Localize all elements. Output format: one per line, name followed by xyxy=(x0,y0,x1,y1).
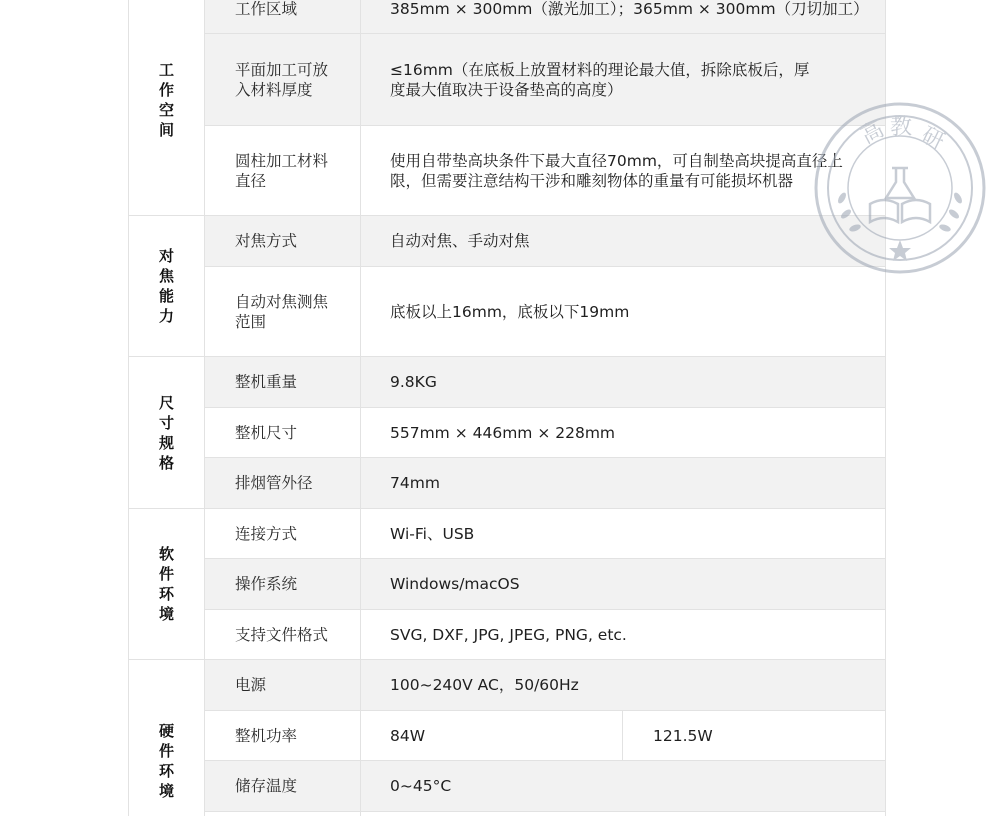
table-row xyxy=(129,711,886,761)
spec-label: 支持文件格式 xyxy=(205,610,361,660)
spec-label: 圆柱加工材料直径 xyxy=(205,126,361,216)
spec-value: 底板以上16mm，底板以下19mm xyxy=(361,267,886,357)
spec-value: Windows/macOS xyxy=(361,559,886,610)
spec-value: Wi-Fi、USB xyxy=(361,509,886,559)
table-row xyxy=(129,660,886,711)
svg-text:教: 教 xyxy=(890,115,913,140)
table-row xyxy=(129,812,886,816)
spec-table xyxy=(128,0,889,816)
svg-text:研: 研 xyxy=(917,122,949,156)
table-row xyxy=(129,559,886,610)
category-cell: 软件环境 xyxy=(129,509,205,660)
spec-value: 100~240V AC，50/60Hz xyxy=(361,660,886,711)
table-row xyxy=(129,34,886,126)
spec-label: 整机尺寸 xyxy=(205,408,361,458)
table-row xyxy=(129,408,886,458)
spec-value: 84W xyxy=(361,711,623,761)
spec-value: 0~45°C xyxy=(361,761,886,812)
spec-value: 自动对焦、手动对焦 xyxy=(361,216,886,267)
spec-value: ≤16mm（在底板上放置材料的理论最大值，拆除底板后，厚度最大值取决于设备垫高的高度） xyxy=(361,34,886,126)
table-row xyxy=(129,458,886,509)
spec-value-alt: 121.5W xyxy=(623,711,886,761)
spec-value: 9.8KG xyxy=(361,357,886,408)
spec-value: 使用自带垫高块条件下最大直径70mm，可自制垫高块提高直径上限，但需要注意结构干涉和雕刻物体的重量有可能损坏机器 xyxy=(361,126,886,216)
category-cell: 对焦能力 xyxy=(129,216,205,357)
table-row xyxy=(129,509,886,559)
spec-value: SVG, DXF, JPG, JPEG, PNG, etc. xyxy=(361,610,886,660)
spec-label xyxy=(205,812,361,816)
spec-label: 排烟管外径 xyxy=(205,458,361,509)
category-cell: 硬件环境 xyxy=(129,660,205,816)
table-row xyxy=(129,610,886,660)
spec-label: 储存温度 xyxy=(205,761,361,812)
spec-label: 连接方式 xyxy=(205,509,361,559)
table-row xyxy=(129,126,886,216)
spec-label: 整机重量 xyxy=(205,357,361,408)
svg-text:高: 高 xyxy=(857,116,889,150)
spec-label: 自动对焦测焦范围 xyxy=(205,267,361,357)
category-cell: 尺寸规格 xyxy=(129,357,205,509)
spec-label: 电源 xyxy=(205,660,361,711)
spec-value: 74mm xyxy=(361,458,886,509)
table-row xyxy=(129,357,886,408)
table-row xyxy=(129,216,886,267)
spec-value xyxy=(361,812,886,816)
table-row xyxy=(129,0,886,34)
spec-label: 对焦方式 xyxy=(205,216,361,267)
spec-label: 平面加工可放入材料厚度 xyxy=(205,34,361,126)
spec-label: 工作区域 xyxy=(205,0,361,34)
table-row xyxy=(129,761,886,812)
spec-label: 整机功率 xyxy=(205,711,361,761)
table-row xyxy=(129,267,886,357)
category-cell: 工作空间 xyxy=(129,0,205,216)
spec-value: 385mm × 300mm（激光加工）；365mm × 300mm（刀切加工） xyxy=(361,0,886,34)
spec-label: 操作系统 xyxy=(205,559,361,610)
spec-value: 557mm × 446mm × 228mm xyxy=(361,408,886,458)
